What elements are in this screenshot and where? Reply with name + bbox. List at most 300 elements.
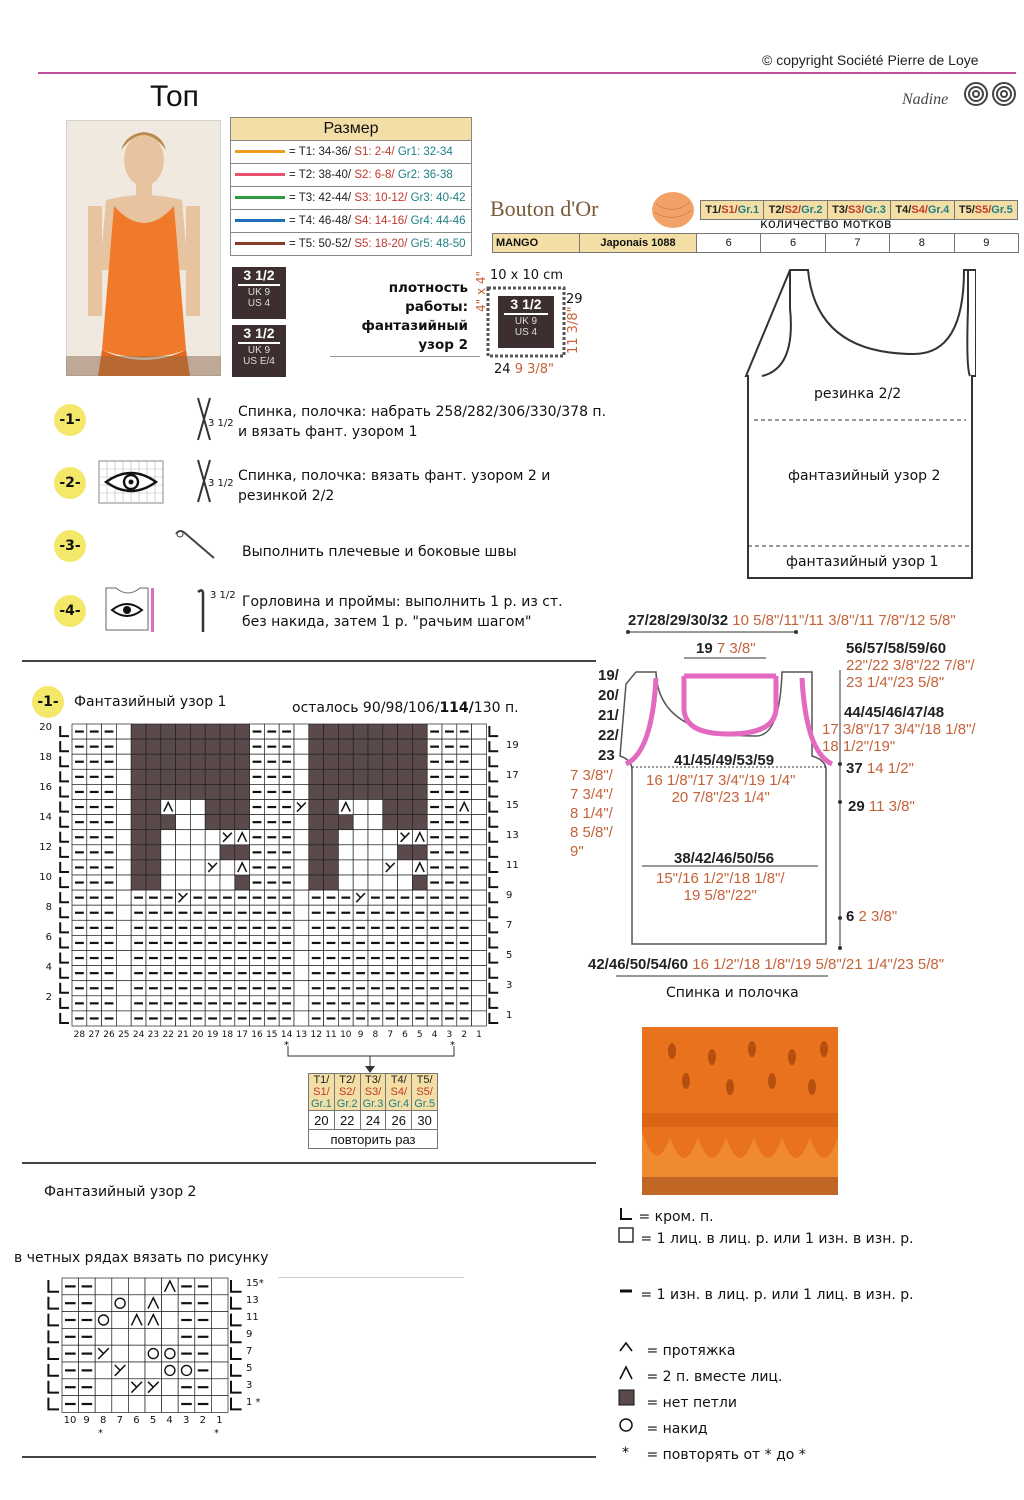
chart-cell bbox=[383, 830, 398, 845]
no-stitch-cell bbox=[324, 875, 339, 890]
no-stitch-cell bbox=[146, 800, 161, 815]
no-stitch-cell bbox=[176, 769, 191, 784]
chart-cell bbox=[116, 996, 131, 1011]
chart-cell bbox=[294, 1011, 309, 1026]
edge-stitch bbox=[489, 771, 498, 781]
chart-cell bbox=[162, 1345, 179, 1362]
chart-cell bbox=[472, 951, 487, 966]
no-stitch-cell bbox=[205, 800, 220, 815]
chart-cell bbox=[472, 935, 487, 950]
no-stitch-cell bbox=[368, 739, 383, 754]
no-stitch-cell bbox=[220, 815, 235, 830]
dim-left-height-in: 7 3/8"/ 7 3/4"/ 8 1/4"/ 8 5/8"/ 9" bbox=[570, 767, 613, 860]
step-text: Выполнить плечевые и боковые швы bbox=[242, 544, 517, 560]
chart-cell bbox=[472, 966, 487, 981]
chart-cell bbox=[112, 1345, 129, 1362]
edge-stitch bbox=[489, 847, 498, 857]
chart-cell bbox=[162, 1328, 179, 1345]
edge-stitch bbox=[60, 968, 69, 978]
chart-cell bbox=[145, 1278, 162, 1295]
no-stitch-cell bbox=[146, 754, 161, 769]
edge-stitch bbox=[231, 1347, 242, 1359]
edge-stitch bbox=[489, 998, 498, 1008]
no-stitch-cell bbox=[353, 769, 368, 784]
repeat-star: * bbox=[98, 1428, 103, 1439]
no-stitch-cell bbox=[412, 784, 427, 799]
chart-cell bbox=[211, 1379, 228, 1396]
yarn-qty: 8 bbox=[890, 234, 954, 253]
chart-cell bbox=[112, 1312, 129, 1329]
legend-item: * = повторять от * до * bbox=[618, 1443, 806, 1463]
dim-total-height: 56/57/58/59/60 22"/22 3/8"/22 7/8"/ 23 1/4"/23 5/8" bbox=[846, 640, 975, 691]
copyright: © copyright Société Pierre de Loye bbox=[762, 52, 979, 68]
chart-cell bbox=[145, 1345, 162, 1362]
chart-cell bbox=[116, 1011, 131, 1026]
no-stitch-cell bbox=[398, 800, 413, 815]
dim-neck: 19 7 3/8" bbox=[696, 640, 756, 657]
k2tog-icon bbox=[618, 1365, 642, 1381]
chart-cell bbox=[190, 830, 205, 845]
chart-cell bbox=[294, 754, 309, 769]
section-divider bbox=[22, 660, 596, 662]
no-stitch-cell bbox=[220, 784, 235, 799]
no-stitch-cell bbox=[353, 784, 368, 799]
chart-cell bbox=[112, 1396, 129, 1413]
no-stitch-cell bbox=[190, 739, 205, 754]
top-eye-icon bbox=[102, 584, 156, 634]
no-stitch-cell bbox=[383, 754, 398, 769]
chart-cell bbox=[353, 860, 368, 875]
edge-stitch bbox=[60, 998, 69, 1008]
no-stitch-cell bbox=[309, 754, 324, 769]
needle-tag: 3 1/2 UK 9 US 4 bbox=[232, 267, 286, 319]
no-stitch-cell bbox=[338, 754, 353, 769]
col-number: 28 bbox=[73, 1030, 86, 1040]
col-number: 15 bbox=[266, 1030, 278, 1040]
chart-cell bbox=[383, 875, 398, 890]
no-stitch-cell bbox=[324, 860, 339, 875]
no-stitch-cell bbox=[324, 769, 339, 784]
no-stitch-cell bbox=[161, 739, 176, 754]
chart-cell bbox=[294, 935, 309, 950]
chart-cell bbox=[145, 1328, 162, 1345]
no-stitch-cell bbox=[353, 739, 368, 754]
chart-cell bbox=[472, 739, 487, 754]
dim-armhole-height: 44/45/46/47/48 17 3/8"/17 3/4"/18 1/8"/ 18 1/2"/19" bbox=[822, 704, 976, 755]
no-stitch-cell bbox=[235, 739, 250, 754]
chart-cell bbox=[176, 845, 191, 860]
chart-cell bbox=[338, 860, 353, 875]
no-stitch-cell bbox=[176, 784, 191, 799]
chart-cell bbox=[205, 845, 220, 860]
dim-waist-in: 15"/16 1/2"/18 1/8"/ 19 5/8"/22" bbox=[656, 870, 785, 904]
chart-cell bbox=[472, 754, 487, 769]
size-color-swatch bbox=[235, 242, 285, 245]
no-stitch-cell bbox=[368, 784, 383, 799]
chart-cell bbox=[162, 1396, 179, 1413]
yarn-size-header: T1/S1/Gr.1 T2/S2/Gr.2 T3/S3/Gr.3 T4/S4/Gr.4 T5/S5/Gr.5 bbox=[700, 200, 1018, 220]
pattern2-note: в четных рядах вязать по рисунку bbox=[14, 1250, 269, 1266]
no-stitch-cell bbox=[309, 875, 324, 890]
pattern1-title: Фантазийный узор 1 bbox=[74, 694, 227, 710]
edge-stitch bbox=[60, 907, 69, 917]
no-stitch-cell bbox=[324, 754, 339, 769]
chart-cell bbox=[176, 815, 191, 830]
chart-cell bbox=[95, 1312, 112, 1329]
no-stitch-cell bbox=[412, 724, 427, 739]
schematic-caption: Спинка и полочка bbox=[666, 985, 799, 1001]
no-stitch-cell bbox=[220, 845, 235, 860]
no-stitch-cell bbox=[383, 769, 398, 784]
col-number: 1 bbox=[216, 1415, 223, 1426]
chart-cell bbox=[472, 860, 487, 875]
repeat-table: T1/ S1/ Gr.1 T2/ S2/ Gr.2 T3/ S3/ Gr.3 T4/ S4/ Gr.4 T5/ S5/ Gr.5 20 22 24 26 30 повторить раз bbox=[308, 1073, 438, 1149]
edge-stitch bbox=[231, 1330, 242, 1342]
no-stitch-cell bbox=[235, 769, 250, 784]
no-stitch-cell bbox=[235, 845, 250, 860]
chart-cell bbox=[294, 769, 309, 784]
no-stitch-cell bbox=[353, 754, 368, 769]
no-stitch-cell bbox=[205, 739, 220, 754]
pattern2-title: Фантазийный узор 2 bbox=[44, 1184, 197, 1200]
no-stitch-cell bbox=[383, 815, 398, 830]
chart-cell bbox=[211, 1312, 228, 1329]
chart-cell bbox=[294, 996, 309, 1011]
yarn-name: MANGO bbox=[493, 234, 580, 253]
step-text: Спинка, полочка: вязать фант. узором 2 и резинкой 2/2 bbox=[238, 468, 551, 504]
dim-bust: 41/45/49/53/59 bbox=[674, 752, 775, 769]
chart-cell bbox=[220, 875, 235, 890]
no-stitch-cell bbox=[383, 800, 398, 815]
no-stitch-cell bbox=[235, 800, 250, 815]
no-stitch-cell bbox=[309, 800, 324, 815]
no-stitch-cell bbox=[146, 830, 161, 845]
edge-stitch bbox=[231, 1381, 242, 1393]
no-stitch-cell bbox=[324, 845, 339, 860]
no-stitch-cell bbox=[146, 724, 161, 739]
chart-cell bbox=[95, 1328, 112, 1345]
col-number: 27 bbox=[88, 1030, 100, 1040]
chart-cell bbox=[161, 875, 176, 890]
no-stitch-cell bbox=[338, 724, 353, 739]
legend-item: = 2 п. вместе лиц. bbox=[618, 1365, 782, 1385]
chart-cell bbox=[116, 845, 131, 860]
chart-cell bbox=[472, 800, 487, 815]
chart-cell bbox=[190, 800, 205, 815]
swatch-photo bbox=[642, 1027, 838, 1195]
repeat-label: повторить раз bbox=[309, 1130, 438, 1149]
col-number: 10 bbox=[63, 1415, 77, 1426]
col-number: 9 bbox=[357, 1030, 364, 1040]
purl-dash-icon bbox=[618, 1283, 636, 1299]
chart-cell bbox=[112, 1295, 129, 1312]
step-badge: -1- bbox=[54, 404, 86, 436]
ssk-icon bbox=[618, 1339, 642, 1355]
no-stitch-cell bbox=[398, 845, 413, 860]
col-number: 22 bbox=[162, 1030, 174, 1040]
edge-stitch bbox=[60, 953, 69, 963]
star-icon bbox=[618, 1443, 642, 1459]
no-stitch-cell bbox=[161, 754, 176, 769]
no-stitch-cell bbox=[398, 769, 413, 784]
edge-stitch bbox=[489, 892, 498, 902]
col-number: 13 bbox=[295, 1030, 308, 1040]
no-stitch-cell bbox=[131, 830, 146, 845]
chart-cell bbox=[116, 860, 131, 875]
edge-stitch bbox=[48, 1398, 59, 1410]
no-stitch-cell bbox=[235, 815, 250, 830]
chart-cell bbox=[162, 1379, 179, 1396]
dim-left-height: 19/ 20/ 21/ 22/ 23 bbox=[598, 667, 619, 764]
edge-stitch bbox=[489, 907, 498, 917]
chart-cell bbox=[116, 830, 131, 845]
chart-cell bbox=[112, 1328, 129, 1345]
edge-stitch bbox=[60, 832, 69, 842]
edge-stitch bbox=[60, 983, 69, 993]
size-color-swatch bbox=[235, 173, 285, 176]
step-badge: -4- bbox=[54, 595, 86, 627]
edge-stitch bbox=[489, 953, 498, 963]
chart-cell bbox=[472, 920, 487, 935]
legend-item: = накид bbox=[618, 1417, 708, 1437]
edge-stitch bbox=[489, 937, 498, 947]
zone-label: фантазийный узор 2 bbox=[788, 468, 941, 484]
size-row: = T5: 50-52/ S5: 18-20/ Gr5: 48-50 bbox=[231, 233, 472, 256]
chart-cell bbox=[116, 966, 131, 981]
chart-cell bbox=[116, 784, 131, 799]
dim-bust-in: 16 1/8"/17 3/4"/19 1/4" 20 7/8"/23 1/4" bbox=[646, 772, 796, 806]
chart-cell bbox=[116, 769, 131, 784]
edge-stitch bbox=[489, 741, 498, 751]
header-divider bbox=[38, 72, 1016, 74]
knit-box-icon bbox=[618, 1227, 636, 1243]
chart-cell bbox=[116, 981, 131, 996]
edge-stitch bbox=[231, 1314, 242, 1326]
chart-cell bbox=[338, 875, 353, 890]
no-stitch-cell bbox=[220, 739, 235, 754]
edge-stitch bbox=[60, 937, 69, 947]
no-stitch-cell bbox=[146, 815, 161, 830]
chart-cell bbox=[162, 1362, 179, 1379]
no-stitch-cell bbox=[176, 739, 191, 754]
legend-item: = 1 лиц. в лиц. р. или 1 изн. в изн. р. bbox=[618, 1227, 914, 1247]
chart-cell bbox=[472, 875, 487, 890]
no-stitch-cell bbox=[383, 739, 398, 754]
size-row: = T1: 34-36/ S1: 2-4/ Gr1: 32-34 bbox=[231, 141, 472, 164]
no-stitch-cell bbox=[220, 724, 235, 739]
edge-stitch bbox=[60, 771, 69, 781]
no-stitch-cell bbox=[131, 845, 146, 860]
col-number: 16 bbox=[251, 1030, 263, 1040]
dim-top-width: 27/28/29/30/32 10 5/8"/11"/11 3/8"/11 7/8"/12 5/8" bbox=[628, 612, 956, 629]
chart-cell bbox=[176, 830, 191, 845]
edge-stitch bbox=[489, 726, 498, 736]
edge-stitch bbox=[60, 892, 69, 902]
no-stitch-cell bbox=[176, 754, 191, 769]
col-number: 10 bbox=[340, 1030, 352, 1040]
no-stitch-cell bbox=[398, 724, 413, 739]
yarn-brand-logo: Bouton d'Or bbox=[490, 196, 599, 221]
no-stitch-cell bbox=[353, 724, 368, 739]
no-stitch-cell bbox=[324, 739, 339, 754]
no-stitch-cell bbox=[338, 784, 353, 799]
edge-stitch bbox=[60, 847, 69, 857]
yarn-color: Japonais 1088 bbox=[580, 234, 697, 253]
legend-item: = протяжка bbox=[618, 1339, 735, 1359]
edge-stitch bbox=[60, 786, 69, 796]
chart-cell bbox=[294, 784, 309, 799]
no-stitch-cell bbox=[190, 769, 205, 784]
needle-size: 3 1/2 bbox=[208, 418, 234, 429]
no-stitch-cell bbox=[412, 739, 427, 754]
chart-cell bbox=[294, 875, 309, 890]
chart-cell bbox=[112, 1379, 129, 1396]
chart-cell bbox=[294, 920, 309, 935]
no-stitch-cell bbox=[368, 724, 383, 739]
chart-cell bbox=[472, 830, 487, 845]
crochet-hook-icon bbox=[196, 586, 210, 634]
chart-cell bbox=[116, 754, 131, 769]
chart-cell bbox=[398, 860, 413, 875]
edge-stitch bbox=[60, 741, 69, 751]
edge-stitch bbox=[60, 726, 69, 736]
chart-cell bbox=[116, 935, 131, 950]
chart-cell bbox=[353, 845, 368, 860]
chart-cell bbox=[116, 800, 131, 815]
gauge-divider bbox=[330, 356, 480, 357]
chart-cell bbox=[338, 830, 353, 845]
step-text: Спинка, полочка: набрать 258/282/306/330/378 п. и вязать фант. узором 1 bbox=[238, 404, 607, 440]
no-stitch-cell bbox=[131, 724, 146, 739]
chart-cell bbox=[145, 1362, 162, 1379]
chart-cell bbox=[294, 905, 309, 920]
chart-cell bbox=[190, 845, 205, 860]
chart-cell bbox=[128, 1295, 145, 1312]
chart-cell bbox=[368, 815, 383, 830]
chart-cell bbox=[211, 1362, 228, 1379]
edge-stitch bbox=[489, 1013, 498, 1023]
zone-label: резинка 2/2 bbox=[814, 386, 902, 402]
col-number: 2 bbox=[199, 1415, 206, 1426]
gauge-label: плотность работы: фантазийный узор 2 bbox=[361, 280, 468, 353]
note-underline bbox=[278, 1277, 464, 1278]
chart-cell bbox=[294, 981, 309, 996]
edge-stitch bbox=[489, 817, 498, 827]
chart-cell bbox=[383, 845, 398, 860]
no-stitch-cell bbox=[412, 800, 427, 815]
chart-cell bbox=[116, 875, 131, 890]
chart-cell bbox=[128, 1328, 145, 1345]
col-number: 26 bbox=[103, 1030, 115, 1040]
no-stitch-cell bbox=[161, 769, 176, 784]
edge-stitch bbox=[48, 1330, 59, 1342]
size-row: = T2: 38-40/ S2: 6-8/ Gr2: 36-38 bbox=[231, 164, 472, 187]
gauge-rows: 29 bbox=[566, 292, 583, 307]
chart-cell bbox=[112, 1278, 129, 1295]
no-stitch-cell bbox=[235, 875, 250, 890]
no-stitch-cell bbox=[398, 815, 413, 830]
chart-cell bbox=[472, 845, 487, 860]
chart-cell bbox=[472, 981, 487, 996]
no-stitch-cell bbox=[131, 860, 146, 875]
no-stitch-cell bbox=[176, 724, 191, 739]
chart-cell bbox=[353, 875, 368, 890]
col-number: 14 bbox=[280, 1030, 293, 1040]
chart-cell bbox=[190, 860, 205, 875]
chart-cell bbox=[472, 905, 487, 920]
needle-size: 3 1/2 bbox=[208, 478, 234, 489]
repeat-star: * bbox=[214, 1428, 219, 1439]
no-stitch-cell bbox=[146, 845, 161, 860]
col-number: 19 bbox=[206, 1030, 219, 1040]
no-stitch-cell bbox=[161, 784, 176, 799]
chart-cell bbox=[190, 875, 205, 890]
page-title: Топ bbox=[150, 80, 199, 113]
no-stitch-cell bbox=[161, 724, 176, 739]
no-stitch-cell bbox=[190, 754, 205, 769]
no-stitch-cell bbox=[309, 784, 324, 799]
no-stitch-cell bbox=[309, 769, 324, 784]
col-number: 3 bbox=[183, 1415, 190, 1426]
chart-cell bbox=[353, 830, 368, 845]
chart-cell bbox=[161, 830, 176, 845]
no-stitch-cell bbox=[220, 800, 235, 815]
col-number: 4 bbox=[431, 1030, 438, 1040]
no-stitch-cell bbox=[412, 875, 427, 890]
chart-cell bbox=[211, 1328, 228, 1345]
no-stitch-cell bbox=[235, 784, 250, 799]
spiral-logo-icon bbox=[962, 80, 1020, 108]
no-stitch-cell bbox=[205, 724, 220, 739]
chart-cell bbox=[116, 815, 131, 830]
step-text: Горловина и проймы: выполнить 1 р. из ст. без накида, затем 1 р. "рачьим шагом" bbox=[242, 594, 563, 630]
no-stitch-cell bbox=[146, 784, 161, 799]
edge-stitch bbox=[489, 968, 498, 978]
no-stitch-cell bbox=[324, 724, 339, 739]
edge-stitch bbox=[60, 877, 69, 887]
no-stitch-cell bbox=[398, 784, 413, 799]
edge-stitch-icon bbox=[618, 1207, 634, 1221]
yarn-qty: 6 bbox=[761, 234, 825, 253]
pattern2-chart bbox=[40, 1276, 250, 1416]
chart-cell bbox=[205, 875, 220, 890]
legend-item: = кром. п. bbox=[618, 1207, 714, 1225]
size-color-swatch bbox=[235, 150, 285, 153]
chart-cell bbox=[176, 875, 191, 890]
chart-cell bbox=[398, 875, 413, 890]
no-stitch-cell bbox=[338, 815, 353, 830]
yarn-quantity-label: количество мотков bbox=[760, 217, 892, 232]
no-stitch-cell bbox=[146, 860, 161, 875]
chart-cell bbox=[368, 875, 383, 890]
no-stitch-cell bbox=[205, 754, 220, 769]
col-number: 7 bbox=[387, 1030, 394, 1040]
no-stitch-cell bbox=[412, 845, 427, 860]
yarn-qty: 7 bbox=[825, 234, 889, 253]
gauge-inches: 4" x 4" bbox=[474, 270, 488, 312]
edge-stitch bbox=[60, 922, 69, 932]
no-stitch-cell bbox=[131, 739, 146, 754]
chart-cell bbox=[294, 890, 309, 905]
sewing-needle-icon bbox=[170, 526, 220, 562]
no-stitch-icon bbox=[618, 1389, 642, 1407]
chart-cell bbox=[95, 1396, 112, 1413]
edge-stitch bbox=[231, 1398, 242, 1410]
no-stitch-cell bbox=[131, 800, 146, 815]
col-number: 6 bbox=[402, 1030, 408, 1040]
zone-label: фантазийный узор 1 bbox=[786, 554, 939, 570]
chart-cell bbox=[472, 890, 487, 905]
